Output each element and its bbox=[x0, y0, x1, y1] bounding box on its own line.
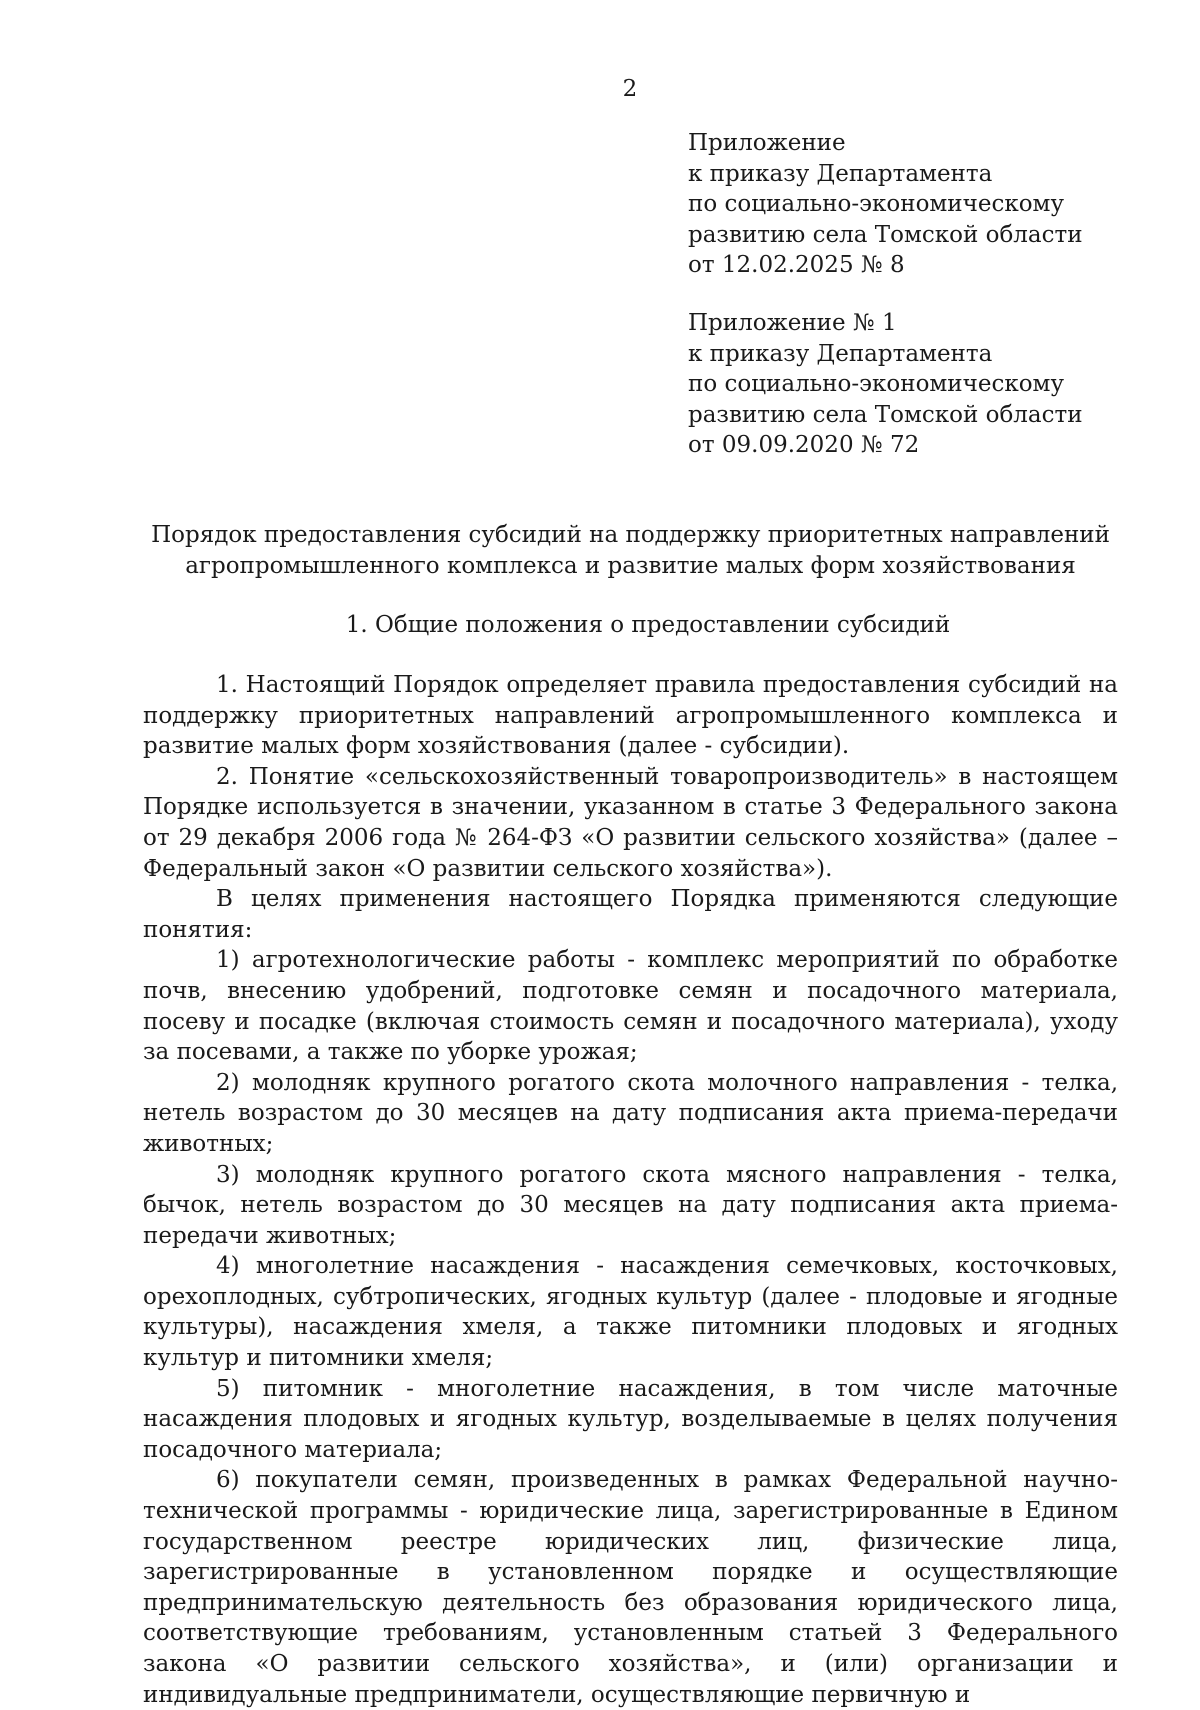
paragraph: 1) агротехнологические работы - комплекс мероприятий по обработке почв, внесению удобрений, подготовке семян и посадочного материала, посеву и посадке (включая стоимость семян и посадочного материала), уходу за посевами, а также по уборке урожая; bbox=[143, 947, 1118, 1066]
paragraph: 3) молодняк крупного рогатого скота мясного направления - телка, бычок, нетель возрастом до 30 месяцев на дату подписания акта приема-передачи животных; bbox=[143, 1161, 1118, 1249]
annex-original-line: к приказу Департамента bbox=[688, 340, 993, 367]
paragraph: 4) многолетние насаждения - насаждения семечковых, косточковых, орехоплодных, субтропических, ягодных культур (далее - плодовые и ягодные культуры), насаждения хмеля, а также питомники плодовых и ягодных культур и питомники хмеля; bbox=[143, 1253, 1118, 1372]
paragraph: В целях применения настоящего Порядка применяются следующие понятия: bbox=[143, 886, 1118, 943]
document-title: Порядок предоставления субсидий на поддержку приоритетных направлений агропромышленного комплекса и развитие малых форм хозяйствования bbox=[151, 522, 1110, 579]
annex-current-line: Приложение bbox=[688, 130, 846, 156]
paragraph: 1. Настоящий Порядок определяет правила предоставления субсидий на поддержку приоритетных направлений агропромышленного комплекса и развитие малых форм хозяйствования (далее - субсидии). bbox=[143, 672, 1118, 760]
annex-original-line: от 09.09.2020 № 72 bbox=[688, 432, 920, 458]
paragraph: 2) молодняк крупного рогатого скота молочного направления - телка, нетель возрастом до 30 месяцев на дату подписания акта приема-передачи животных; bbox=[143, 1069, 1118, 1157]
paragraph: 5) питомник - многолетние насаждения, в том числе маточные насаждения плодовых и ягодных культур, возделываемые в целях получения посадочного материала; bbox=[143, 1375, 1118, 1463]
paragraph: 6) покупатели семян, произведенных в рамках Федеральной научно-технической программы - юридические лица, зарегистрированные в Едином государственном реестре юридических лиц, физические лица, зарегистрированные в установленном порядке и осуществляющие предпринимательскую деятельность без образования юридического лица, соответствующие требованиям, установленным статьей 3 Федерального закона «О развитии сельского хозяйства», и (или) организации и индивидуальные предприниматели, осуществляющие первичную и bbox=[143, 1467, 1118, 1708]
annex-current-line: к приказу Департамента bbox=[688, 160, 993, 187]
annex-original-line: развитию села Томской области bbox=[688, 401, 1083, 428]
annex-header-current bbox=[688, 128, 1083, 281]
annex-header-original bbox=[688, 308, 1083, 461]
page-number: 2 bbox=[622, 76, 638, 102]
body-text bbox=[143, 670, 1118, 1710]
annex-current-line: от 12.02.2025 № 8 bbox=[688, 252, 905, 278]
section-heading: 1. Общие положения о предоставлении субсидий bbox=[345, 612, 951, 638]
paragraph: 2. Понятие «сельскохозяйственный товаропроизводитель» в настоящем Порядке используется в значении, указанном в статье 3 Федерального закона от 29 декабря 2006 года № 264-ФЗ «О развитии сельского хозяйства» (далее – Федеральный закон «О развитии сельского хозяйства»). bbox=[143, 763, 1118, 882]
annex-original-line: Приложение № 1 bbox=[688, 310, 897, 336]
annex-original-line: по социально-экономическому bbox=[688, 371, 1064, 397]
annex-current-line: развитию села Томской области bbox=[688, 221, 1083, 248]
annex-current-line: по социально-экономическому bbox=[688, 191, 1064, 217]
